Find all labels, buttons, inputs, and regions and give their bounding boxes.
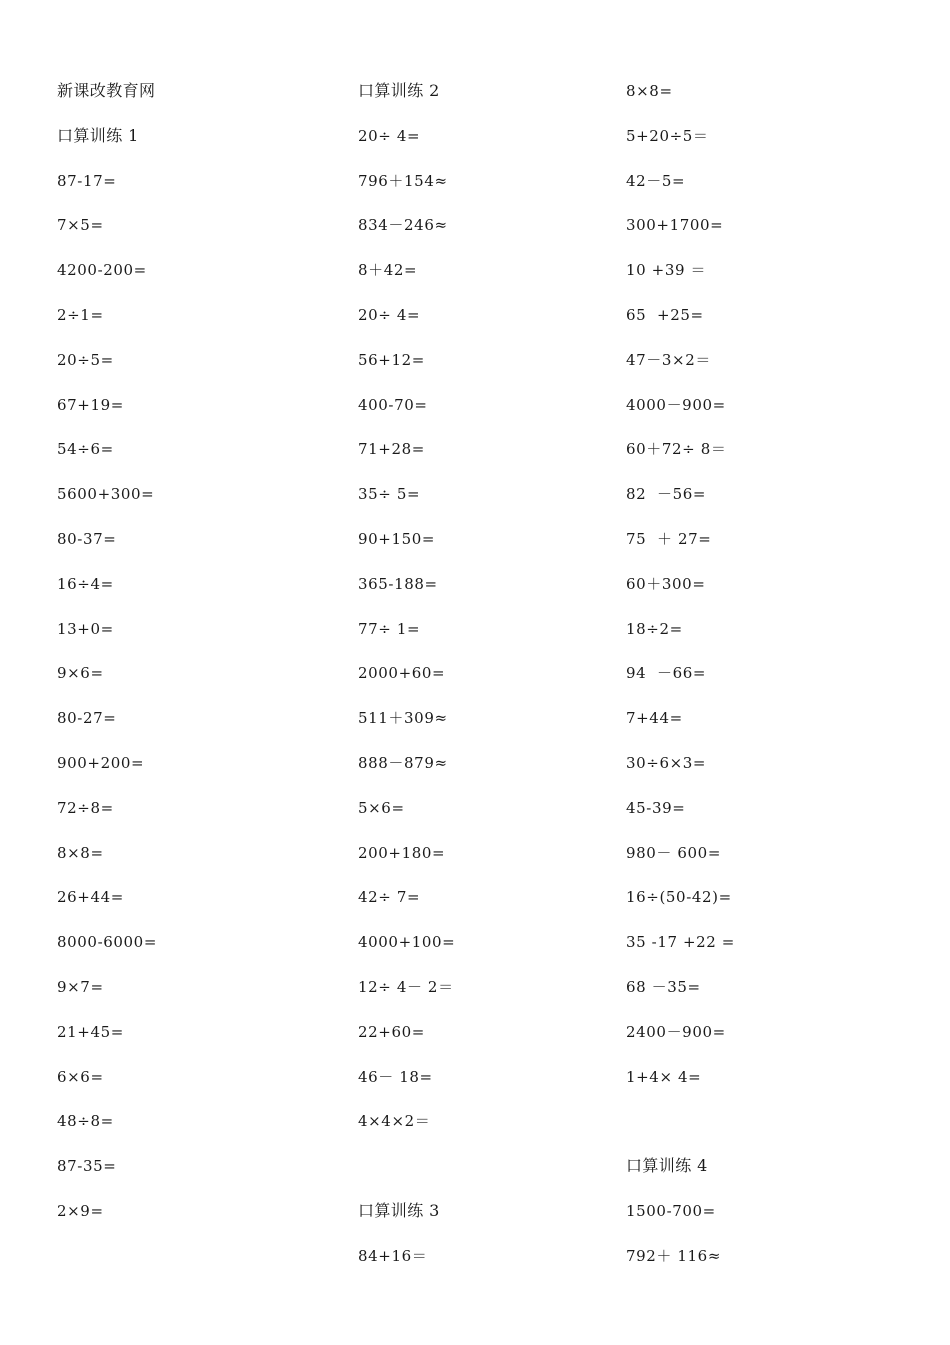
math-problem: 42÷ 7= xyxy=(358,888,421,907)
math-problem: 80-37= xyxy=(57,529,117,548)
math-problem: 8×8= xyxy=(626,82,673,100)
section-heading: 口算训练 4 xyxy=(626,1156,708,1176)
math-problem: 42－5= xyxy=(626,171,686,190)
math-problem: 56+12= xyxy=(358,350,425,369)
math-problem: 4000+100= xyxy=(358,933,456,952)
math-problem: 60＋300= xyxy=(626,574,706,593)
math-problem: 21+45= xyxy=(57,1022,124,1041)
math-problem: 16÷(50-42)= xyxy=(626,888,732,907)
math-problem: 4×4×2＝ xyxy=(358,1112,431,1131)
math-problem: 46－ 18= xyxy=(358,1067,433,1086)
math-problem: 7+44= xyxy=(626,709,683,728)
math-problem: 2000+60= xyxy=(358,664,446,683)
math-problem: 47－3×2＝ xyxy=(626,350,711,369)
math-problem: 8×8= xyxy=(57,843,104,862)
math-problem: 400-70= xyxy=(358,395,428,414)
math-problem: 200+180= xyxy=(358,843,446,862)
math-problem: 2×9= xyxy=(57,1201,104,1220)
math-problem: 20÷5= xyxy=(57,350,114,369)
math-problem: 511＋309≈ xyxy=(358,709,448,728)
math-problem: 90+150= xyxy=(358,529,436,548)
math-problem: 834－246≈ xyxy=(358,216,448,235)
math-problem: 888－879≈ xyxy=(358,753,448,772)
math-problem: 26+44= xyxy=(57,888,124,907)
math-problem: 65 +25= xyxy=(626,305,704,324)
section-heading: 口算训练 1 xyxy=(57,125,139,145)
math-problem: 8＋42= xyxy=(358,261,418,280)
math-problem: 980－ 600= xyxy=(626,843,721,862)
math-problem: 87-35= xyxy=(57,1157,117,1176)
math-problem: 8000-6000= xyxy=(57,933,157,952)
math-problem: 54÷6= xyxy=(57,440,114,459)
math-problem: 35 -17 +22 = xyxy=(626,933,735,952)
math-problem: 20÷ 4= xyxy=(358,305,421,324)
column-1 xyxy=(57,78,347,1243)
math-problem: 6×6= xyxy=(57,1067,104,1086)
math-problem: 87-17= xyxy=(57,171,117,190)
math-problem: 13+0= xyxy=(57,619,114,638)
math-problem: 12÷ 4－ 2＝ xyxy=(358,977,454,996)
math-problem: 1500-700= xyxy=(626,1201,716,1220)
math-problem: 82 －56= xyxy=(626,485,707,504)
math-problem: 22+60= xyxy=(358,1022,425,1041)
column-3 xyxy=(626,78,916,1288)
math-problem: 2400－900= xyxy=(626,1022,726,1041)
section-heading: 新课改教育网 xyxy=(57,81,156,100)
math-problem: 48÷8= xyxy=(57,1112,114,1131)
math-problem: 60＋72÷ 8＝ xyxy=(626,440,727,459)
math-problem: 9×6= xyxy=(57,664,104,683)
math-problem: 5×6= xyxy=(358,798,405,817)
section-heading: 口算训练 2 xyxy=(358,81,440,100)
math-problem: 20÷ 4= xyxy=(358,126,421,145)
math-problem: 80-27= xyxy=(57,709,117,728)
math-problem: 18÷2= xyxy=(626,619,683,638)
math-problem: 4000－900= xyxy=(626,395,726,414)
math-problem: 16÷4= xyxy=(57,574,114,593)
math-problem: 77÷ 1= xyxy=(358,619,421,638)
math-problem: 67+19= xyxy=(57,395,124,414)
math-problem: 2÷1= xyxy=(57,305,104,324)
math-problem: 365-188= xyxy=(358,574,438,593)
math-problem: 5+20÷5＝ xyxy=(626,126,709,145)
math-problem: 5600+300= xyxy=(57,485,155,504)
math-problem: 900+200= xyxy=(57,753,145,772)
math-problem: 68 －35= xyxy=(626,977,701,996)
math-problem: 300+1700= xyxy=(626,216,724,235)
math-problem: 4200-200= xyxy=(57,261,147,280)
spacer xyxy=(626,1108,916,1153)
math-problem: 45-39= xyxy=(626,798,686,817)
math-problem: 9×7= xyxy=(57,977,104,996)
math-problem: 10 +39 ＝ xyxy=(626,261,707,280)
math-problem: 72÷8= xyxy=(57,798,114,817)
math-problem: 796＋154≈ xyxy=(358,171,448,190)
column-2 xyxy=(358,78,648,1288)
math-problem: 94 －66= xyxy=(626,664,707,683)
math-problem: 7×5= xyxy=(57,216,104,235)
spacer xyxy=(358,1153,648,1198)
section-heading: 口算训练 3 xyxy=(358,1200,440,1220)
math-problem: 1+4× 4= xyxy=(626,1067,702,1086)
math-problem: 75 ＋ 27= xyxy=(626,529,712,548)
math-problem: 30÷6×3= xyxy=(626,753,707,772)
math-problem: 84+16＝ xyxy=(358,1246,428,1265)
math-problem: 35÷ 5= xyxy=(358,485,421,504)
math-problem: 792＋ 116≈ xyxy=(626,1246,721,1265)
math-problem: 71+28= xyxy=(358,440,425,459)
